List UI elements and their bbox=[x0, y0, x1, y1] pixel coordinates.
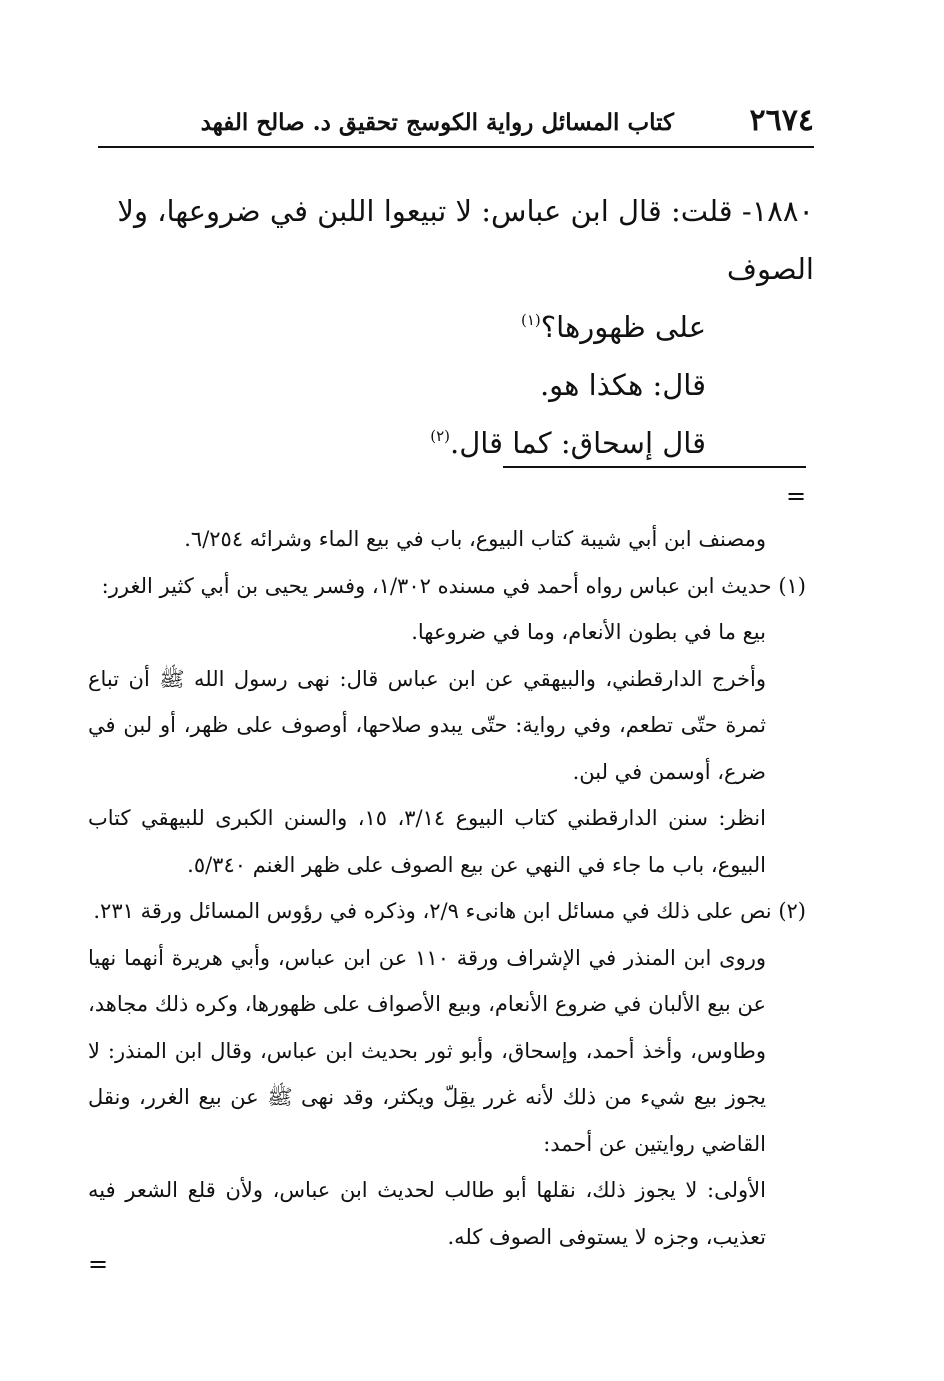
footnote-1-line-1: (١) حديث ابن عباس رواه أحمد في مسنده ١/٣٠٢، وفسر يحيى بن أبي كثير الغرر: bbox=[101, 573, 806, 598]
footnote-2-paragraph-3: الأولى: لا يجوز ذلك، نقلها أبو طالب لحديث ابن عباس، ولأن قلع الشعر فيه تعذيب، وجزه لا يستوفى الصوف كله. bbox=[88, 1178, 766, 1249]
page-header bbox=[98, 100, 814, 140]
running-title: كتاب المسائل رواية الكوسج تحقيق د. صالح الفهد bbox=[200, 109, 674, 136]
footnote-ref-1: (١) bbox=[520, 311, 541, 329]
footnote-1-paragraph-2: وأخرج الدارقطني، والبيهقي عن ابن عباس قال: نهى رسول الله ﷺ أن تباع ثمرة حتّى تطعم، وفي رواية: حتّى يبدو صلاحها، أوصوف على ظهر، أو لبن في ضرع، أوسمن في لبن. bbox=[88, 666, 766, 784]
question-continuation bbox=[98, 298, 814, 356]
footnote-2-paragraph-2: وروى ابن المنذر في الإشراف ورقة ١١٠ عن ابن عباس، وأبي هريرة أنهما نهيا عن بيع الألبان في ضروع الأنعام، وبيع الأصواف على ظهورها، وكره ذلك مجاهد، وطاوس، وأخذ أحمد، وإسحاق، وأبو ثور بحديث ابن عباس، وقال ابن المنذر: لا يجوز بيع شيء من ذلك لأنه غرر يقِلّ ويكثر، وقد نهى ﷺ عن بيع الغرر، ونقل القاضي روايتين عن أحمد: bbox=[88, 945, 766, 1156]
continuation-mark-bottom: = bbox=[88, 1250, 109, 1278]
footnote-carry-over: ومصنف ابن أبي شيبة كتاب البيوع، باب في بيع الماء وشرائه ٦/٢٥٤. bbox=[184, 527, 766, 551]
footnote-1-line-2: بيع ما في بطون الأنعام، وما في ضروعها. bbox=[411, 620, 766, 644]
footnote-separator bbox=[503, 466, 806, 468]
footnote-2-line-1: (٢) نص على ذلك في مسائل ابن هانىء ٢/٩، وذكره في رؤوس المسائل ورقة ٢٣١. bbox=[93, 899, 806, 923]
answer-ahmad-text: قال: هكذا هو. bbox=[539, 368, 706, 402]
footnotes bbox=[88, 516, 806, 1260]
footnote-1-paragraph-3: انظر: سنن الدارقطني كتاب البيوع ٣/١٤، ١٥، والسنن الكبرى للبيهقي كتاب البيوع، باب ما جاء في النهي عن بيع الصوف على ظهر الغنم ٥/٣٤٠. bbox=[88, 806, 766, 877]
answer-ishaq bbox=[98, 414, 814, 472]
question-text: ١٨٨٠- قلت: قال ابن عباس: لا تبيعوا اللبن في ضروعها، ولا الصوف bbox=[117, 194, 814, 286]
page-number: ٢٦٧٤ bbox=[749, 103, 814, 138]
header-rule bbox=[98, 146, 814, 148]
continuation-mark-top: = bbox=[786, 482, 807, 510]
answer-ishaq-text: قال إسحاق: كما قال. bbox=[449, 426, 706, 460]
main-text bbox=[98, 182, 814, 472]
question-line bbox=[98, 182, 814, 298]
question-continuation-text: على ظهورها؟ bbox=[540, 310, 706, 344]
footnote-ref-2: (٢) bbox=[430, 427, 450, 445]
answer-ahmad bbox=[98, 356, 814, 414]
